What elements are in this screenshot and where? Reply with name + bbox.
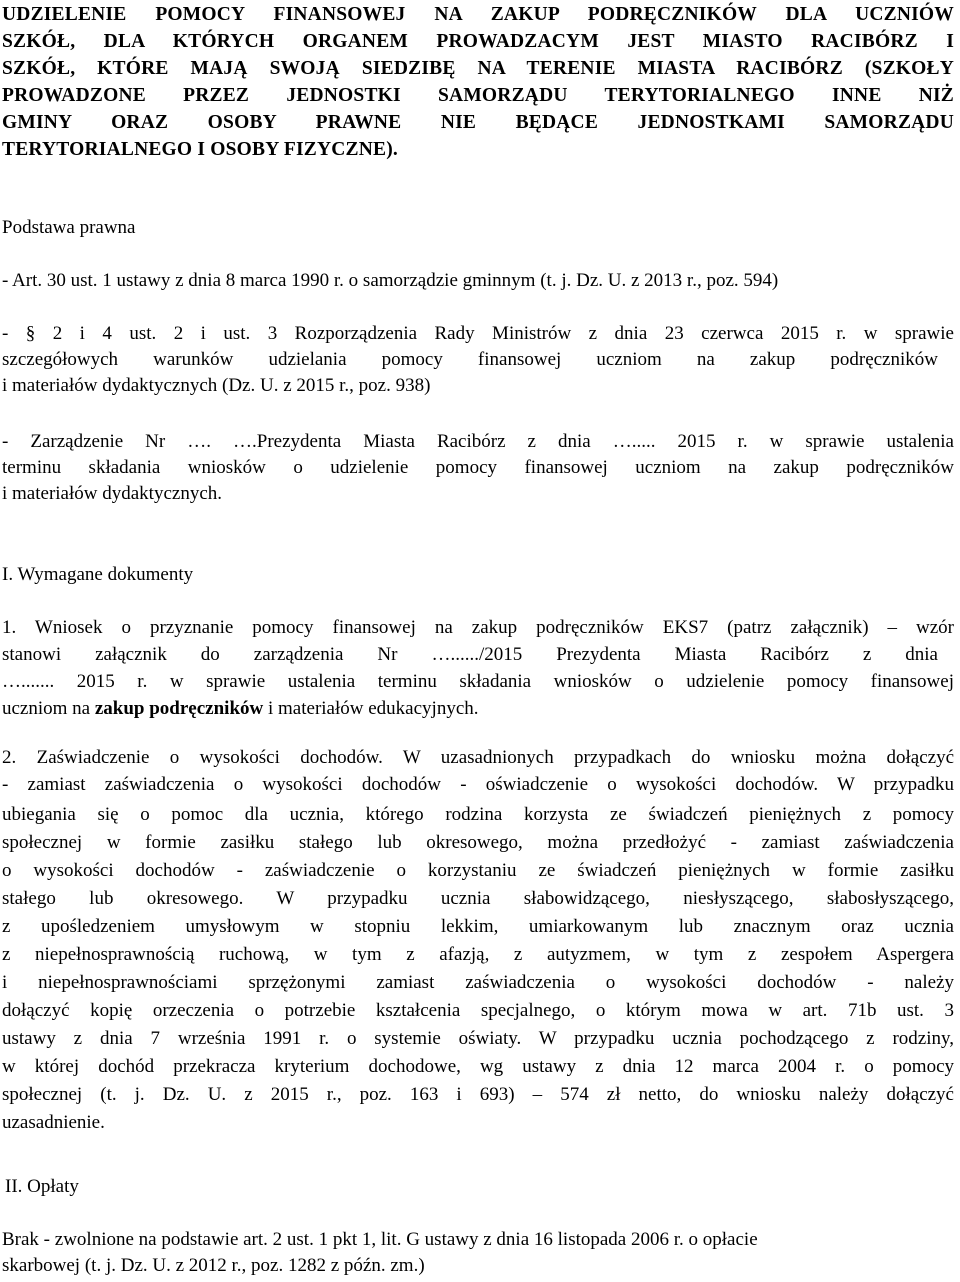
doc-item-1-line-4-c: i materiałów edukacyjnych. bbox=[263, 698, 479, 719]
title-line-6: TERYTORIALNEGO I OSOBY FIZYCZNE). bbox=[2, 139, 398, 160]
legal-basis-item-1: - Art. 30 ust. 1 ustawy z dnia 8 marca 1990 r. o samorządzie gminnym (t. j. Dz. U. z 2013 r., poz. 594) bbox=[2, 270, 779, 291]
fees-line-2: skarbowej (t. j. Dz. U. z 2012 r., poz. 1282 z późn. zm.) bbox=[2, 1255, 425, 1276]
title-line-2: SZKÓŁ, DLA KTÓRYCH ORGANEM PROWADZACYM JEST MIASTO RACIBÓRZ I bbox=[2, 31, 954, 52]
doc-item-2-line-11: ustawy z dnia 7 września 1991 r. o systemie oświaty. W przypadku ucznia pochodzącego z rodziny, bbox=[2, 1028, 954, 1049]
doc-item-1-line-3: …....... 2015 r. w sprawie ustalenia terminu składania wniosków o udzielenie pomocy finansowej bbox=[2, 671, 954, 692]
doc-item-2-line-3: ubiegania się o pomoc dla ucznia, którego rodzina korzysta ze świadczeń pieniężnych z pomocy bbox=[2, 804, 954, 825]
doc-item-1-emphasis: zakup podręczników bbox=[94, 698, 264, 719]
legal-basis-item-3-line-1: - Zarządzenie Nr …. ….Prezydenta Miasta Racibórz z dnia …..... 2015 r. w sprawie ustalenia bbox=[2, 431, 954, 452]
doc-item-1-line-4 bbox=[2, 696, 479, 722]
doc-item-2-line-6: stałego lub okresowego. W przypadku ucznia słabowidzącego, niesłyszącego, słabosłyszącego, bbox=[2, 888, 954, 909]
doc-item-2-line-2: - zamiast zaświadczenia o wysokości dochodów - oświadczenie o wysokości dochodów. W przypadku bbox=[2, 774, 954, 795]
section-2-heading: II. Opłaty bbox=[5, 1176, 79, 1197]
fees-line-1: Brak - zwolnione na podstawie art. 2 ust. 1 pkt 1, lit. G ustawy z dnia 16 listopada 2006 r. o opłacie bbox=[2, 1229, 758, 1250]
doc-item-2-line-7: z upośledzeniem umysłowym w stopniu lekkim, umiarkowanym lub znacznym oraz ucznia bbox=[2, 916, 954, 937]
title-line-1: UDZIELENIE POMOCY FINANSOWEJ NA ZAKUP PODRĘCZNIKÓW DLA UCZNIÓW bbox=[2, 4, 954, 25]
legal-basis-item-2-line-1: - § 2 i 4 ust. 2 i ust. 3 Rozporządzenia Rady Ministrów z dnia 23 czerwca 2015 r. w sprawie bbox=[2, 323, 954, 344]
legal-basis-item-2-line-3: i materiałów dydaktycznych (Dz. U. z 2015 r., poz. 938) bbox=[2, 375, 431, 396]
doc-item-2-line-5: o wysokości dochodów - zaświadczenie o korzystaniu ze świadczeń pieniężnych w formie zasiłku bbox=[2, 860, 954, 881]
legal-basis-item-2-line-2: szczegółowych warunków udzielania pomocy finansowej uczniom na zakup podręczników bbox=[2, 349, 938, 370]
doc-item-2-line-10: dołączyć kopię orzeczenia o potrzebie kształcenia specjalnego, o którym mowa w art. 71b ust. 3 bbox=[2, 1000, 954, 1021]
doc-item-2-line-8: z niepełnosprawnością ruchową, w tym z afazją, z autyzmem, w tym z zespołem Aspergera bbox=[2, 944, 954, 965]
legal-basis-item-3-line-2: terminu składania wniosków o udzielenie pomocy finansowej uczniom na zakup podręczników bbox=[2, 457, 954, 478]
legal-basis-heading: Podstawa prawna bbox=[2, 217, 136, 238]
doc-item-2-line-14: uzasadnienie. bbox=[2, 1112, 105, 1133]
doc-item-1-line-4-a: uczniom na bbox=[2, 698, 95, 719]
doc-item-2-line-4: społecznej w formie zasiłku stałego lub okresowego, można przedłożyć - zamiast zaświadczenia bbox=[2, 832, 954, 853]
title-line-5: GMINY ORAZ OSOBY PRAWNE NIE BĘDĄCE JEDNOSTKAMI SAMORZĄDU bbox=[2, 112, 954, 133]
doc-item-2-line-9: i niepełnosprawnościami sprzężonymi zamiast zaświadczenia o wysokości dochodów - należy bbox=[2, 972, 954, 993]
legal-basis-item-3-line-3: i materiałów dydaktycznych. bbox=[2, 483, 223, 504]
title-line-4: PROWADZONE PRZEZ JEDNOSTKI SAMORZĄDU TERYTORIALNEGO INNE NIŻ bbox=[2, 85, 954, 106]
doc-item-2-line-1: 2. Zaświadczenie o wysokości dochodów. W uzasadnionych przypadkach do wniosku można dołączyć bbox=[2, 747, 954, 768]
doc-item-2-line-13: społecznej (t. j. Dz. U. z 2015 r., poz. 163 i 693) – 574 zł netto, do wniosku należy dołączyć bbox=[2, 1084, 954, 1105]
doc-item-1-line-2: stanowi załącznik do zarządzenia Nr …....../2015 Prezydenta Miasta Racibórz z dnia bbox=[2, 644, 938, 665]
section-1-heading: I. Wymagane dokumenty bbox=[2, 564, 194, 585]
doc-item-2-line-12: w której dochód przekracza kryterium dochodowe, wg ustawy z dnia 12 marca 2004 r. o pomocy bbox=[2, 1056, 954, 1077]
doc-item-1-line-1: 1. Wniosek o przyznanie pomocy finansowej na zakup podręczników EKS7 (patrz załącznik) – wzór bbox=[2, 617, 954, 638]
title-line-3: SZKÓŁ, KTÓRE MAJĄ SWOJĄ SIEDZIBĘ NA TERENIE MIASTA RACIBÓRZ (SZKOŁY bbox=[2, 58, 954, 79]
